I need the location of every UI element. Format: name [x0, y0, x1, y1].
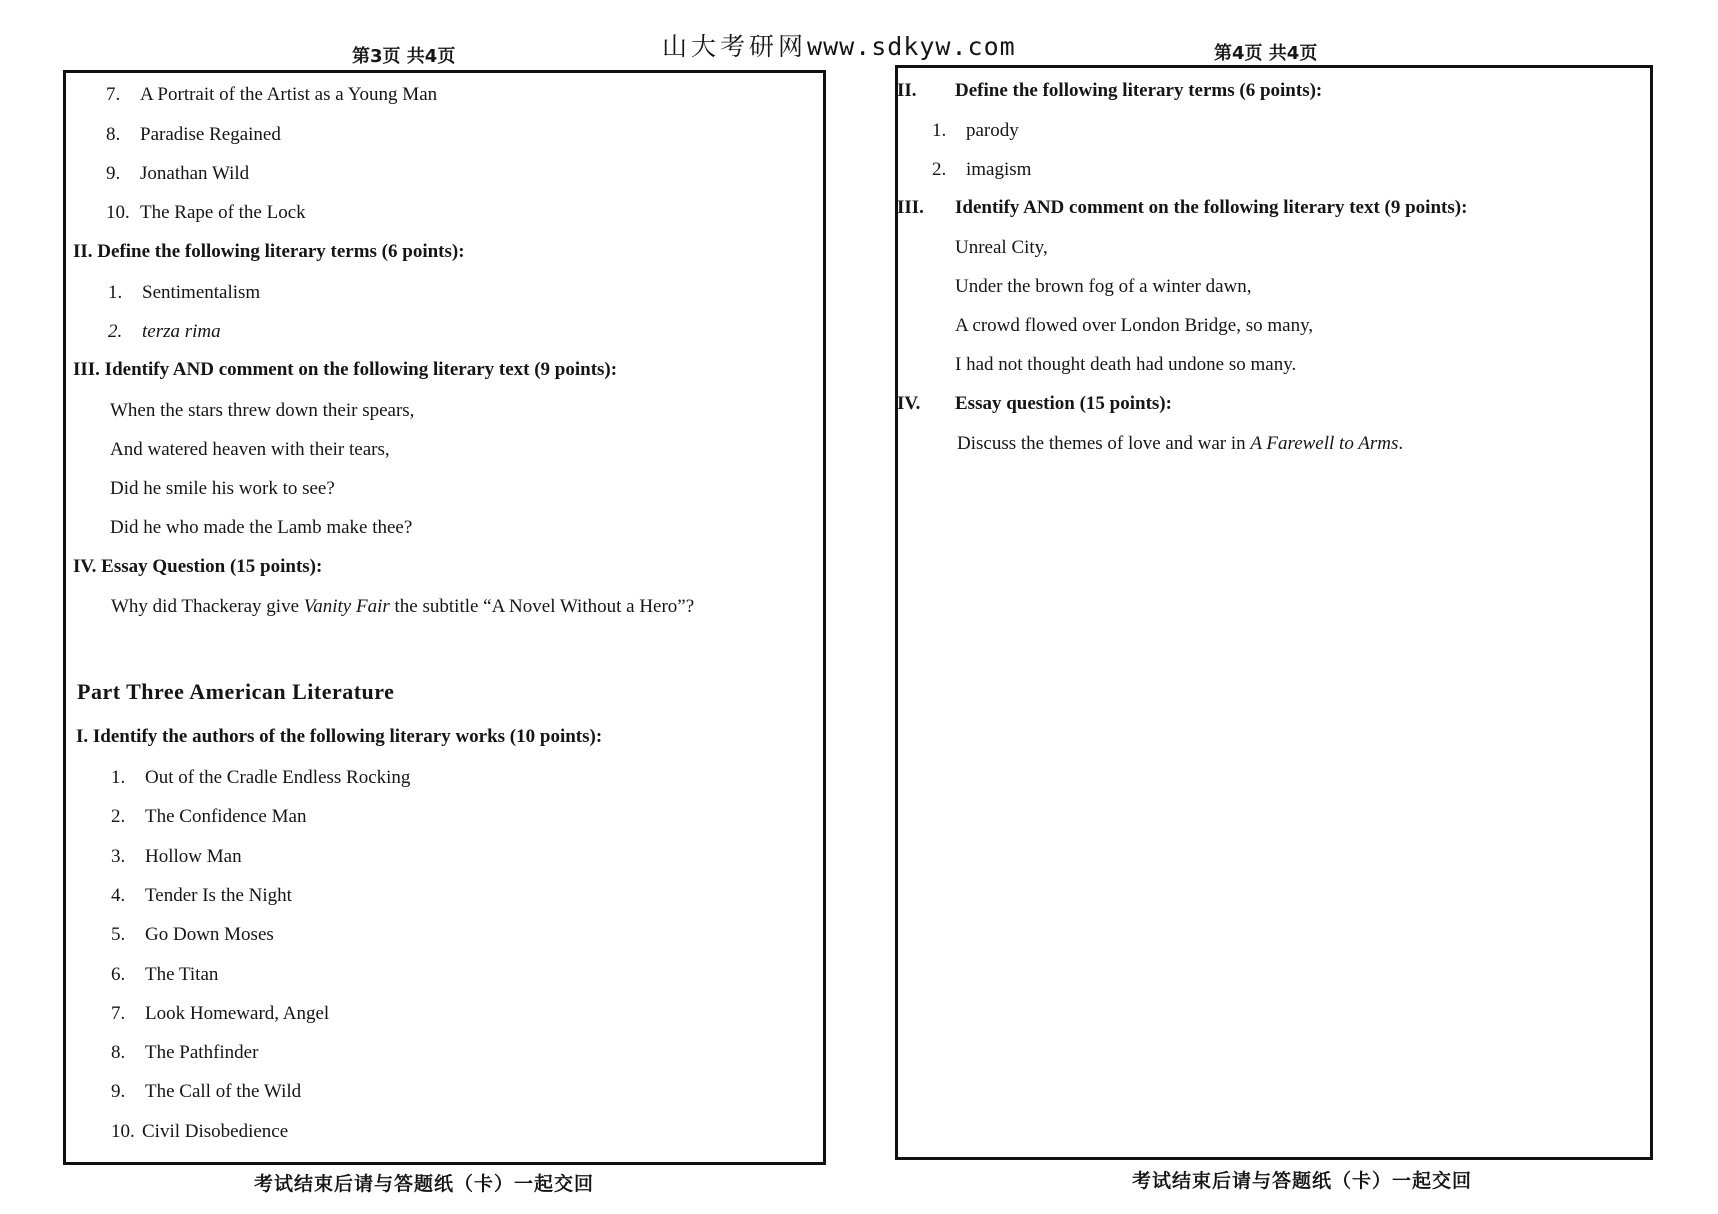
verse-line: Unreal City,	[955, 237, 1048, 258]
site-name: 山大考研网	[662, 32, 808, 61]
list-item: 7. Look Homeward, Angel	[111, 1003, 330, 1024]
site-watermark	[662, 27, 1016, 63]
section-heading: III. Identify AND comment on the following literary text (9 points):	[73, 359, 618, 380]
verse-line: Under the brown fog of a winter dawn,	[955, 276, 1252, 297]
verse-line: And watered heaven with their tears,	[110, 439, 390, 460]
list-item: 9. Jonathan Wild	[106, 163, 250, 184]
list-item: 2. terza rima	[108, 321, 221, 342]
list-item: 1. Out of the Cradle Endless Rocking	[111, 767, 411, 788]
list-item: 10. Civil Disobedience	[111, 1121, 289, 1142]
verse-line: Did he smile his work to see?	[110, 478, 335, 499]
section-heading: IV. Essay question (15 points):	[897, 393, 1172, 414]
list-item: 5. Go Down Moses	[111, 924, 274, 945]
list-item: 6. The Titan	[111, 964, 219, 985]
verse-line: Did he who made the Lamb make thee?	[110, 517, 413, 538]
list-item: 2. imagism	[932, 159, 1032, 180]
list-item: 4. Tender Is the Night	[111, 885, 292, 906]
verse-line: When the stars threw down their spears,	[110, 400, 415, 421]
list-item: 7. A Portrait of the Artist as a Young Man	[106, 84, 438, 105]
list-item: 1. Sentimentalism	[108, 282, 261, 303]
list-item: 3. Hollow Man	[111, 846, 242, 867]
section-heading: III. Identify AND comment on the following literary text (9 points):	[897, 197, 1468, 218]
list-item: 1. parody	[932, 120, 1019, 141]
essay-question: Why did Thackeray give Vanity Fair the subtitle “A Novel Without a Hero”?	[111, 596, 695, 617]
list-item: 2. The Confidence Man	[111, 806, 307, 827]
section-heading: IV. Essay Question (15 points):	[73, 556, 323, 577]
section-heading: II. Define the following literary terms (6 points):	[73, 241, 465, 262]
right-page-number: 第4页 共4页	[1214, 43, 1318, 64]
verse-line: I had not thought death had undone so many.	[955, 354, 1297, 375]
part-title: Part Three American Literature	[77, 679, 395, 704]
section-heading: I. Identify the authors of the following literary works (10 points):	[76, 726, 603, 747]
list-item: 8. The Pathfinder	[111, 1042, 259, 1063]
list-item: 9. The Call of the Wild	[111, 1081, 302, 1102]
essay-question: Discuss the themes of love and war in A Farewell to Arms.	[957, 433, 1404, 454]
list-item: 10. The Rape of the Lock	[106, 202, 306, 223]
right-page-frame	[895, 65, 1653, 1160]
section-heading: II. Define the following literary terms (6 points):	[897, 80, 1323, 101]
left-footer-note: 考试结束后请与答题纸（卡）一起交回	[254, 1173, 595, 1195]
left-page-number: 第3页 共4页	[352, 46, 456, 67]
site-url: www.sdkyw.com	[807, 32, 1016, 61]
list-item: 8. Paradise Regained	[106, 124, 281, 145]
right-footer-note: 考试结束后请与答题纸（卡）一起交回	[1132, 1170, 1473, 1192]
verse-line: A crowd flowed over London Bridge, so many,	[955, 315, 1314, 336]
